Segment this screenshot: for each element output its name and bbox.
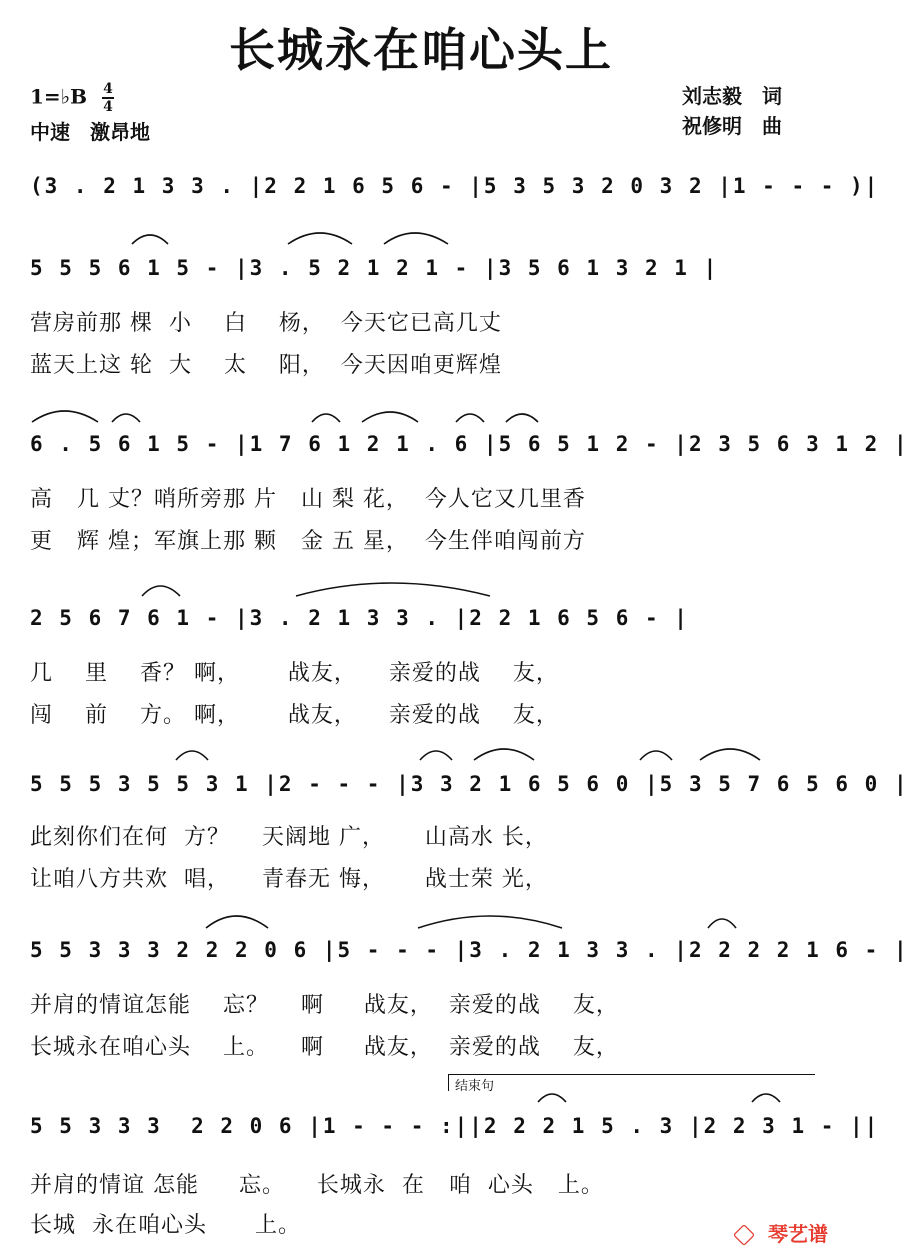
lyric-row-6-verse-2: 长城永在咱心头 上。 啊 战友， 亲爱的战 友， [30, 1035, 619, 1060]
slur [132, 235, 168, 244]
slur [474, 749, 534, 760]
lyric-row-2-verse-2: 蓝天上这 轮 大 太 阳， 今天因咱更辉煌 [30, 353, 502, 378]
slur [640, 751, 672, 760]
slur [296, 583, 490, 596]
time-bottom: 4 [103, 99, 113, 115]
lyric-row-4-verse-2: 闯 前 方。 啊， 战友， 亲爱的战 友， [30, 703, 559, 728]
slur [418, 916, 562, 928]
slur [362, 412, 418, 422]
notes-row-3: 6 . 5 6 1 5 - |1 7 6 1 2 1 . 6 |5 6 5 1 2 - |2 3 5 6 3 1 2 | [30, 432, 909, 456]
watermark [731, 1218, 828, 1249]
lyric-row-7-verse-1: 并肩的情谊 怎能 忘。 长城永 在 咱 心头 上。 [30, 1173, 604, 1198]
lyric-row-3-verse-2: 更 辉 煌；军旗上那 颗 金 五 星， 今生伴咱闯前方 [30, 529, 586, 554]
slur [176, 751, 208, 760]
slur [142, 586, 180, 596]
slur [420, 751, 452, 760]
watermark-text: 琴艺谱 [768, 1221, 828, 1246]
logo-icon [733, 1224, 755, 1246]
slur [456, 414, 484, 422]
lyric-row-2-verse-1: 营房前那 棵 小 白 杨， 今天它已高几丈 [30, 311, 502, 336]
notes-row-5: 5 5 5 3 5 5 3 1 |2 - - - |3 3 2 1 6 5 6 0 |5 3 5 7 6 5 6 0 | [30, 772, 909, 796]
slur [206, 916, 268, 928]
slur [312, 414, 340, 422]
notes-row-2: 5 5 5 6 1 5 - |3 . 5 2 1 2 1 - |3 5 6 1 3 2 1 | [30, 256, 719, 280]
slur [700, 749, 760, 760]
lyric-row-5-verse-2: 让咱八方共欢 唱， 青春无 悔， 战士荣 光， [30, 867, 548, 892]
tempo-marking: 中速 激昂地 [30, 120, 150, 144]
time-top: 4 [103, 81, 113, 97]
lyric-row-3-verse-1: 高 几 丈？哨所旁那 片 山 梨 花， 今人它又几里香 [30, 487, 586, 512]
slur [384, 233, 448, 244]
notes-row-6: 5 5 3 3 3 2 2 2 0 6 |5 - - - |3 . 2 1 3 3 . |2 2 2 2 1 6 - | [30, 938, 909, 962]
slur [288, 233, 352, 244]
ending-bracket: 结束句 [448, 1074, 815, 1091]
slur [708, 919, 736, 928]
lyric-row-6-verse-1: 并肩的情谊怎能 忘？ 啊 战友， 亲爱的战 友， [30, 993, 619, 1018]
lyric-row-4-verse-1: 几 里 香？ 啊， 战友， 亲爱的战 友， [30, 661, 559, 686]
song-title: 长城永在咱心头上 [229, 23, 613, 77]
lyric-row-7-verse-2: 长城 永在咱心头 上。 [30, 1213, 301, 1238]
lyric-row-5-verse-1: 此刻你们在何 方？ 天阔地 广， 山高水 长， [30, 825, 548, 850]
slur [32, 411, 98, 422]
slur [752, 1094, 780, 1102]
notes-row-1: (3 . 2 1 3 3 . |2 2 1 6 5 6 - |5 3 5 3 2 0 3 2 |1 - - - )| [30, 174, 880, 198]
lyricist-credit: 刘志毅 词 [682, 84, 782, 108]
slur [538, 1094, 566, 1102]
notes-row-7: 5 5 3 3 3 2 2 0 6 |1 - - - :||2 2 2 1 5 . 3 |2 2 3 1 - || [30, 1114, 880, 1138]
composer-credit: 祝修明 曲 [682, 114, 782, 138]
notes-row-4: 2 5 6 7 6 1 - |3 . 2 1 3 3 . |2 2 1 6 5 6 - | [30, 606, 689, 630]
slur [112, 414, 140, 422]
key-label: 1=♭B [30, 84, 88, 109]
slur [506, 414, 538, 422]
